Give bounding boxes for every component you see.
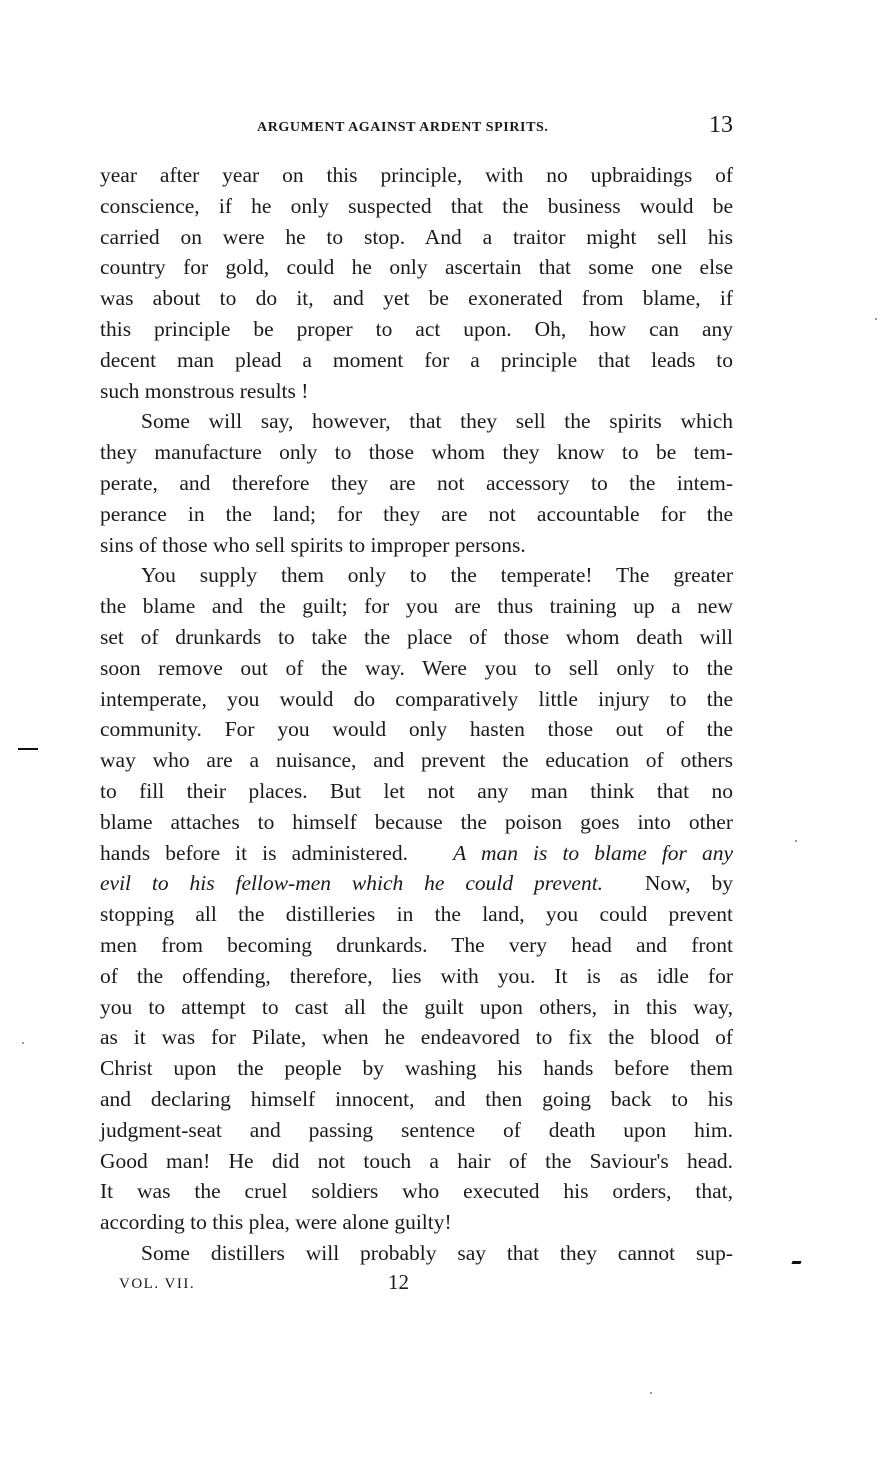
running-title: ARGUMENT AGAINST ARDENT SPIRITS. [257,120,549,135]
text-line: men from becoming drunkards. The very head and front [100,932,733,957]
text-line: intemperate, you would do comparatively little injury to the [100,686,733,711]
text-line: such monstrous results ! [100,378,309,403]
text-line: conscience, if he only suspected that the business would be [100,193,733,218]
text-line: of the offending, therefore, lies with you. It is as idle for [100,963,733,988]
roman-text: Now, by [644,871,733,896]
text-line: blame attaches to himself because the poison goes into other [100,809,733,834]
text-line: you to attempt to cast all the guilt upon others, in this way, [100,994,733,1019]
text-line-mixed [100,868,733,899]
volume-signature: VOL. VII. [119,1276,196,1292]
body-text [100,160,733,1269]
text-line: community. For you would only hasten those out of the [100,717,733,742]
text-line: they manufacture only to those whom they know to be tem- [100,440,733,465]
text-line: the blame and the guilt; for you are thus training up a new [100,594,733,619]
paragraph-start-line: Some will say, however, that they sell the spirits which [141,409,733,434]
text-line: Good man! He did not touch a hair of the Saviour's head. [100,1148,733,1173]
text-line: country for gold, could he only ascertain that some one else [100,255,733,280]
text-line: year after year on this principle, with no upbraidings of [100,163,733,187]
margin-mark [791,1261,801,1264]
paragraph-start-line: You supply them only to the temperate! The greater [141,563,733,588]
text-line-mixed [100,838,733,869]
text-line: as it was for Pilate, when he endeavored to fix the blood of [100,1025,733,1050]
text-line: carried on were he to stop. And a traitor might sell his [100,224,733,249]
text-line: judgment-seat and passing sentence of death upon him. [100,1117,733,1142]
text-line: It was the cruel soldiers who executed his orders, that, [100,1179,733,1204]
signature-mark: 12 [388,1270,409,1294]
text-line: and declaring himself innocent, and then going back to his [100,1086,733,1111]
text-line: way who are a nuisance, and prevent the education of others [100,748,733,773]
text-line: stopping all the distilleries in the land, you could prevent [100,902,733,927]
italic-text: A man is to blame for any [453,840,734,865]
margin-mark [18,748,38,750]
page-number: 13 [709,112,733,138]
italic-text: evil to his fellow-men which he could prevent. [100,871,604,896]
text-line: to fill their places. But let not any man think that no [100,778,733,803]
text-line: soon remove out of the way. Were you to sell only to the [100,655,733,680]
scan-speck [22,1042,24,1044]
scan-speck [875,318,877,320]
scan-speck [650,1392,652,1394]
paragraph-start-line: Some distillers will probably say that they cannot sup- [141,1240,733,1265]
roman-text: hands before it is administered. [100,840,408,865]
text-line: was about to do it, and yet be exonerated from blame, if [100,286,733,311]
text-line: perance in the land; for they are not accountable for the [100,501,733,526]
text-line: perate, and therefore they are not accessory to the intem- [100,470,733,495]
text-line: sins of those who sell spirits to improper persons. [100,532,526,557]
text-line: decent man plead a moment for a principle that leads to [100,347,733,372]
text-line: Christ upon the people by washing his hands before them [100,1056,733,1081]
page-footer [100,1270,733,1300]
scan-speck [795,840,797,842]
text-line: set of drunkards to take the place of those whom death will [100,624,733,649]
running-head [100,112,733,146]
text-line: this principle be proper to act upon. Oh, how can any [100,316,733,341]
text-line: according to this plea, were alone guilty! [100,1210,452,1235]
